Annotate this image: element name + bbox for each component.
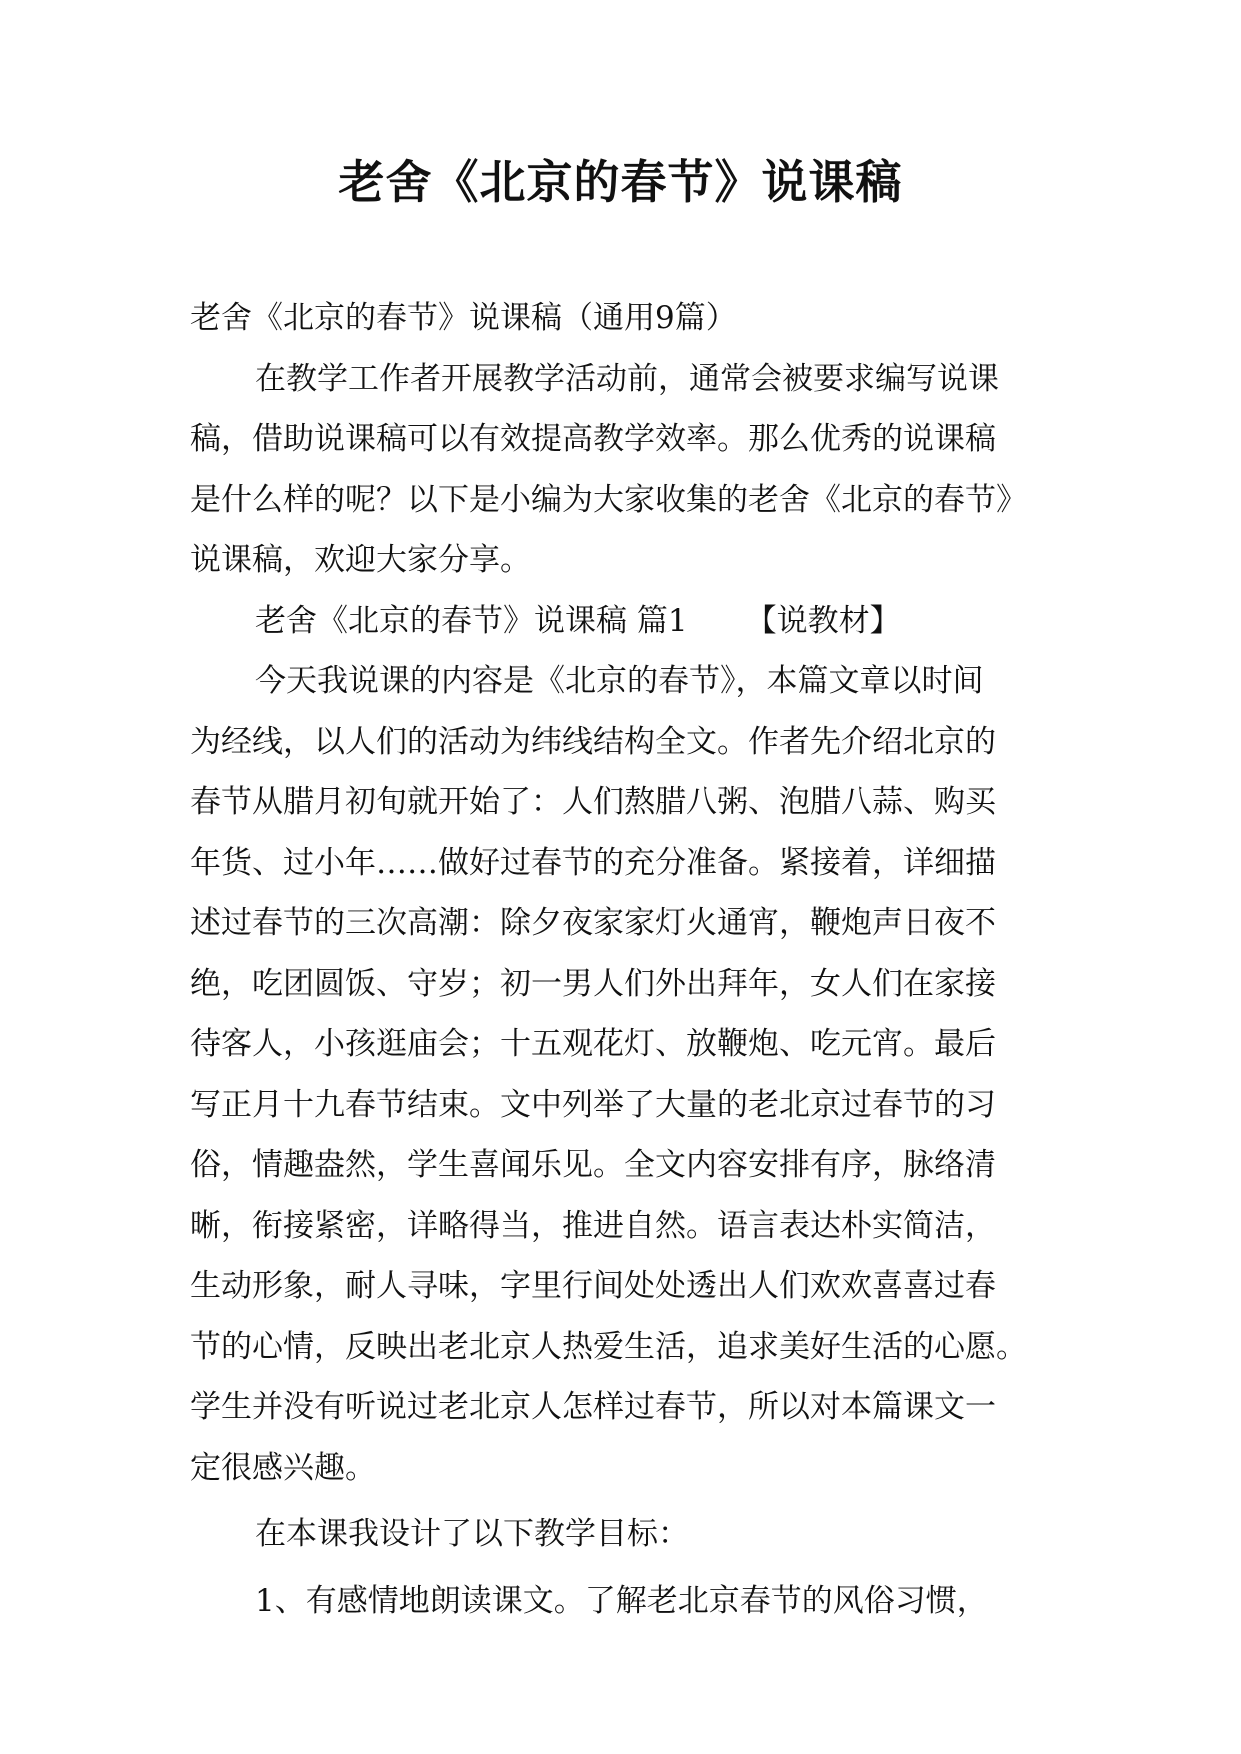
paragraph-line: 春节从腊月初旬就开始了：人们熬腊八粥、泡腊八蒜、购买 xyxy=(190,784,996,820)
document-content xyxy=(190,288,1060,1631)
document-subtitle: 老舍《北京的春节》说课稿（通用9篇） xyxy=(190,300,737,336)
goal-item: 1、有感情地朗读课文。了解老北京春节的风俗习惯， xyxy=(255,1582,988,1619)
intro-paragraph xyxy=(190,349,1060,591)
paragraph-line: 节的心情，反映出老北京人热爱生活，追求美好生活的心愿。 xyxy=(190,1328,1027,1365)
paragraph-line: 稿，借助说课稿可以有效提高教学效率。那么优秀的说课稿 xyxy=(190,421,996,457)
paragraph-line: 俗，情趣盎然，学生喜闻乐见。全文内容安排有序，脉络清 xyxy=(190,1147,996,1183)
paragraph-line: 是什么样的呢？以下是小编为大家收集的老舍《北京的春节》 xyxy=(190,481,1027,518)
paragraph-line: 在教学工作者开展教学活动前，通常会被要求编写说课 xyxy=(255,360,999,397)
paragraph-line: 学生并没有听说过老北京人怎样过春节，所以对本篇课文一 xyxy=(190,1389,996,1425)
section-tag: 【说教材】 xyxy=(745,602,901,639)
section-heading-line xyxy=(190,591,1060,652)
paragraph-line: 晰，衔接紧密，详略得当，推进自然。语言表达朴实简洁， xyxy=(190,1207,996,1244)
goals-intro: 在本课我设计了以下教学目标： xyxy=(255,1516,689,1552)
paragraph-line: 生动形象，耐人寻味，字里行间处处透出人们欢欢喜喜过春 xyxy=(190,1268,996,1304)
paragraph-line: 为经线，以人们的活动为纬线结构全文。作者先介绍北京的 xyxy=(190,723,996,760)
body-paragraph xyxy=(190,651,1060,1498)
paragraph-line: 待客人，小孩逛庙会；十五观花灯、放鞭炮、吃元宵。最后 xyxy=(190,1026,996,1062)
document-title: 老舍《北京的春节》说课稿 xyxy=(338,155,903,209)
paragraph-line: 说课稿，欢迎大家分享。 xyxy=(190,542,531,578)
paragraph-line: 述过春节的三次高潮：除夕夜家家灯火通宵，鞭炮声日夜不 xyxy=(190,905,996,941)
paragraph-line: 定很感兴趣。 xyxy=(190,1449,376,1486)
section-heading: 老舍《北京的春节》说课稿 篇1 xyxy=(255,602,688,639)
paragraph-line: 今天我说课的内容是《北京的春节》，本篇文章以时间 xyxy=(255,663,984,699)
paragraph-line: 绝，吃团圆饭、守岁；初一男人们外出拜年，女人们在家接 xyxy=(190,965,996,1002)
paragraph-line: 年货、过小年……做好过春节的充分准备。紧接着，详细描 xyxy=(190,844,996,881)
paragraph-line: 写正月十九春节结束。文中列举了大量的老北京过春节的习 xyxy=(190,1086,996,1123)
